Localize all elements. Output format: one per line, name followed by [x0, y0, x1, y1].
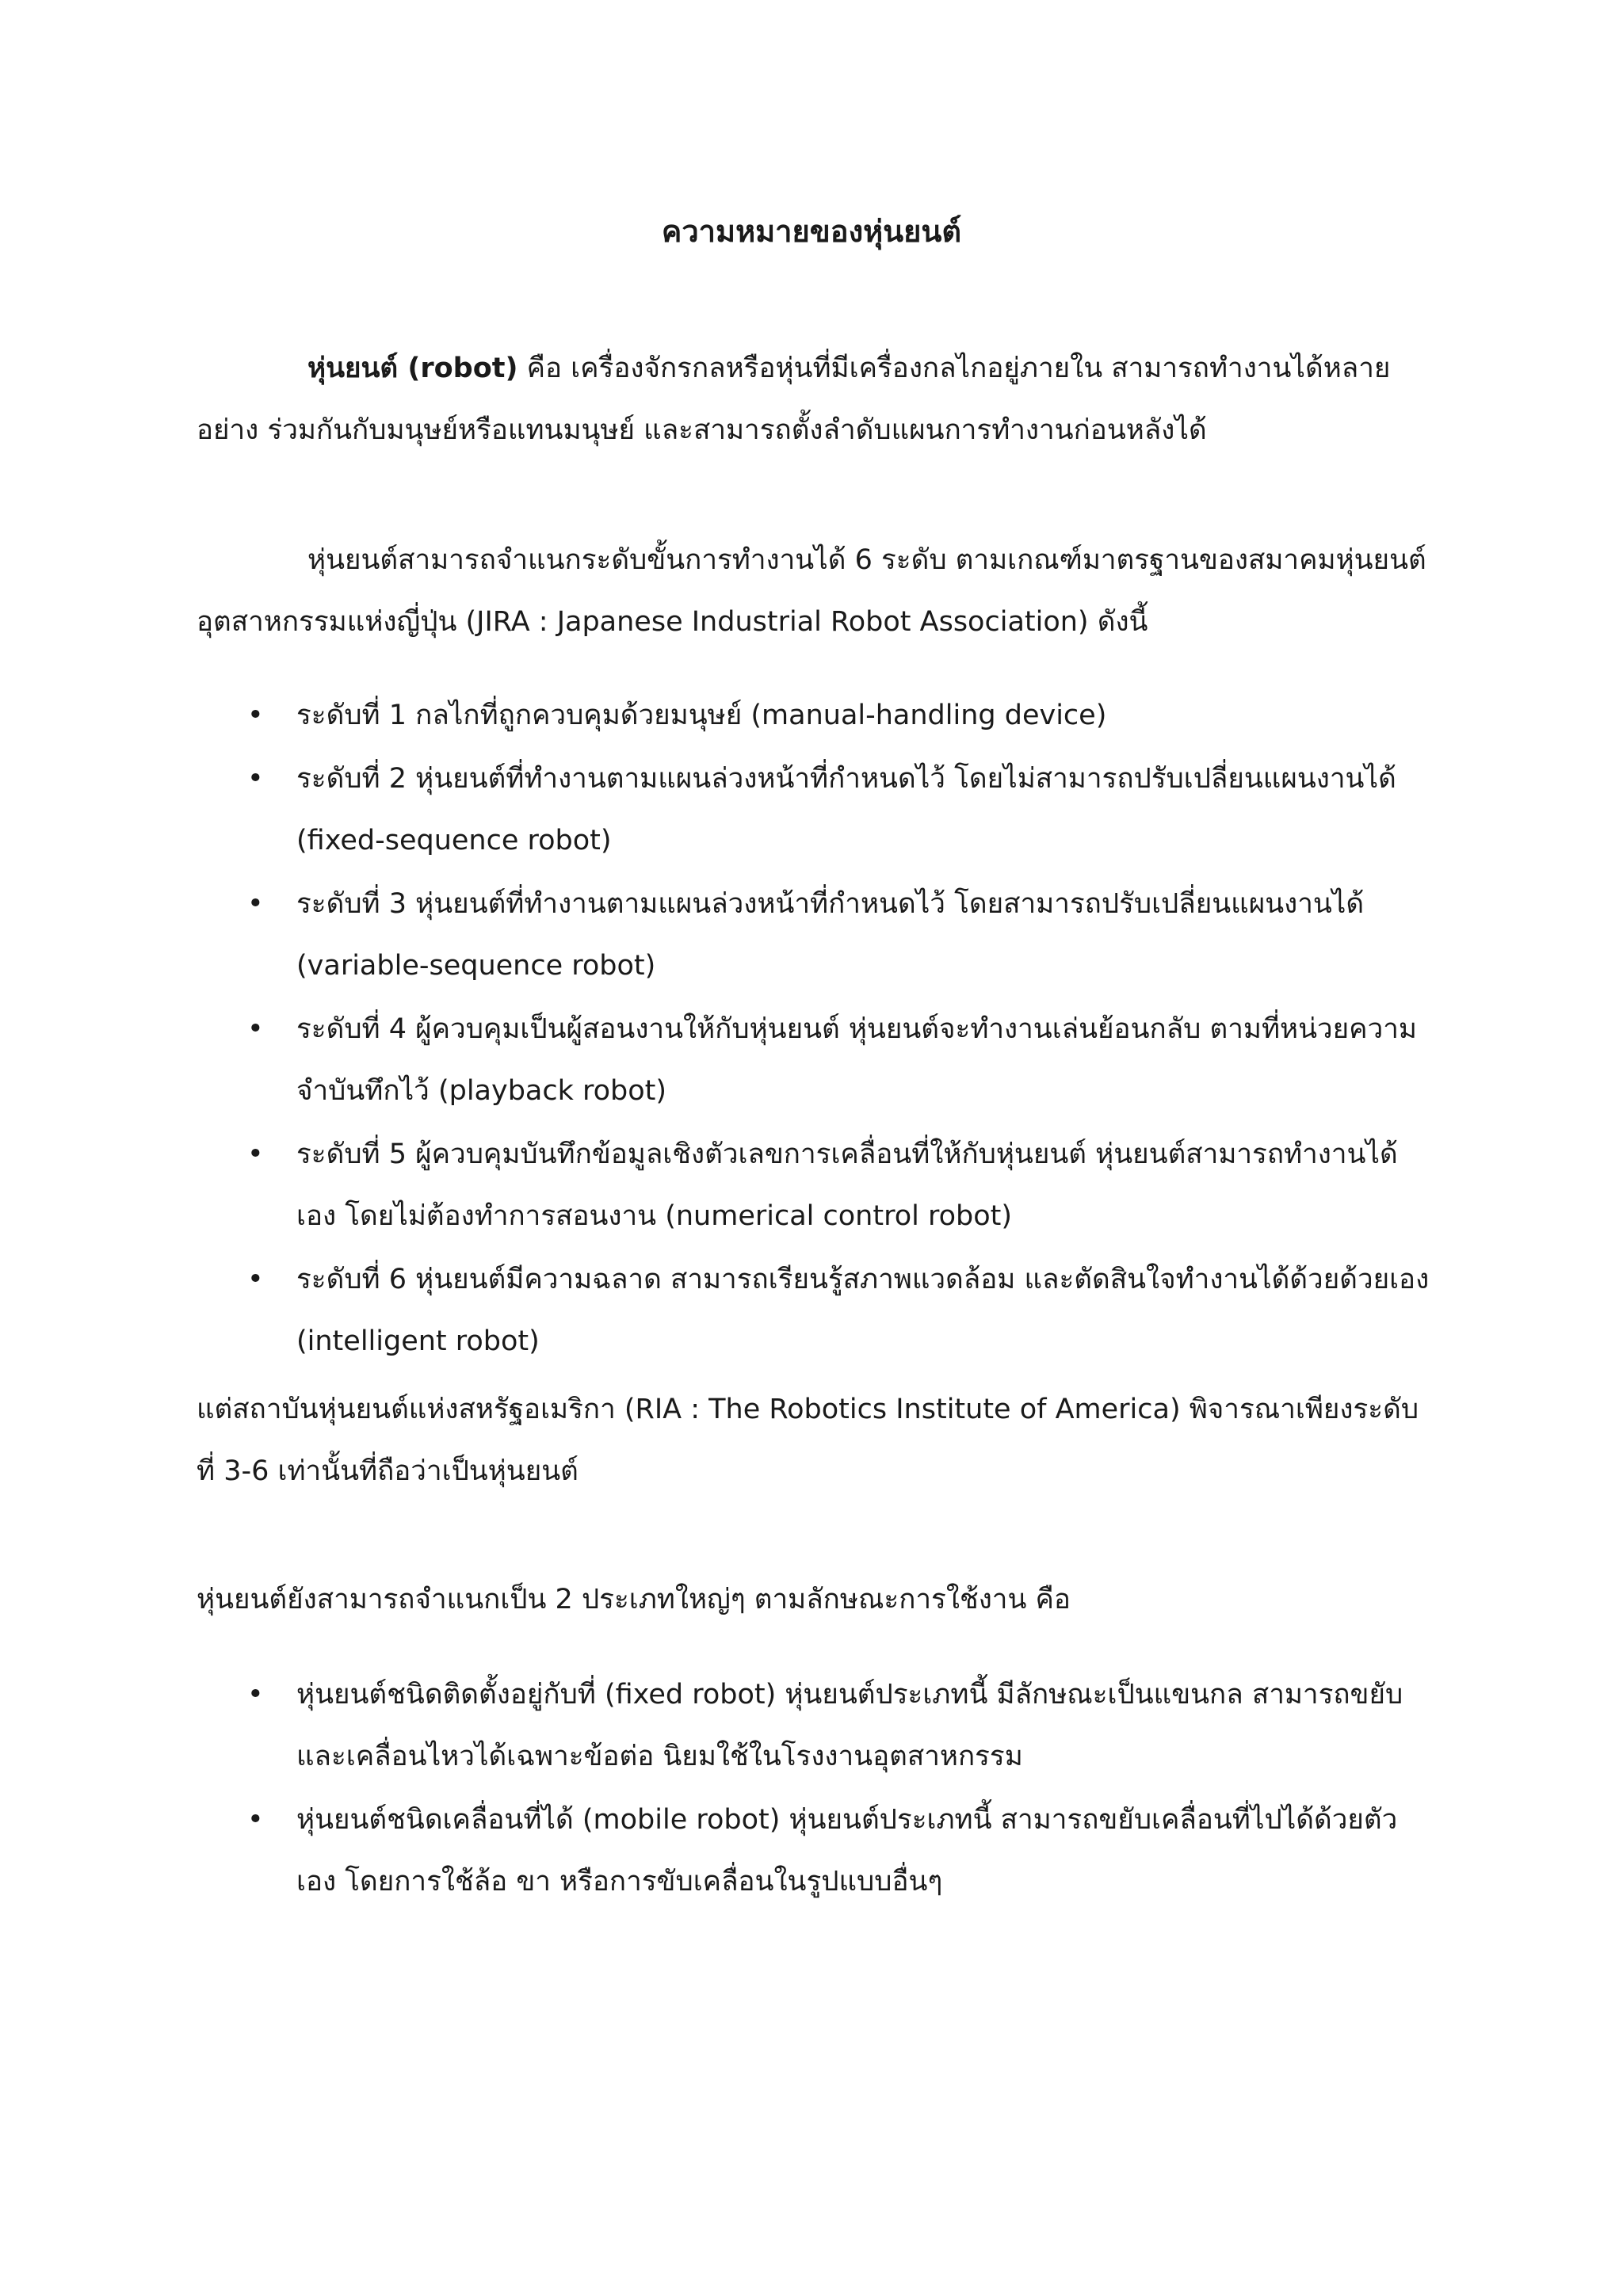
definition-text: คือ เครื่องจักรกลหรือหุ่นที่มีเครื่องกลไกอยู่ภายใน สามารถทำงานได้หลายอย่าง ร่วมกันกับมนุษย์หรือแทนมนุษย์ และสามารถตั้งลำดับแผนการทำงานก่อนหลังได้ [197, 353, 1391, 446]
levels-list [197, 685, 1433, 1374]
level-text: ระดับที่ 2 หุ่นยนต์ที่ทำงานตามแผนล่วงหน้าที่กำหนดไว้ โดยไม่สามารถปรับเปลี่ยนแผนงานได้ (fixed-sequence robot) [296, 763, 1396, 856]
levels-intro-paragraph: หุ่นยนต์สามารถจำแนกระดับขั้นการทำงานได้ 6 ระดับ ตามเกณฑ์มาตรฐานของสมาคมหุ่นยนต์อุตสาหกรรมแห่งญี่ปุ่น (JIRA : Japanese Industrial Robot Association) ดังนี้ [197, 544, 1426, 638]
bullet-icon: • [247, 1264, 264, 1295]
type-text: หุ่นยนต์ชนิดเคลื่อนที่ได้ (mobile robot) หุ่นยนต์ประเภทนี้ สามารถขยับเคลื่อนที่ไปได้ด้วยตัวเอง โดยการใช้ล้อ ขา หรือการขับเคลื่อนในรูปแบบอื่นๆ [296, 1804, 1398, 1897]
bullet-icon: • [247, 888, 264, 920]
list-item [197, 1664, 1433, 1787]
list-item [197, 1249, 1433, 1372]
list-item [197, 998, 1433, 1122]
bullet-icon: • [247, 700, 264, 731]
page-title: ความหมายของหุ่นยนต์ [661, 214, 962, 249]
list-item [197, 1789, 1433, 1913]
level-text: ระดับที่ 3 หุ่นยนต์ที่ทำงานตามแผนล่วงหน้าที่กำหนดไว้ โดยสามารถปรับเปลี่ยนแผนงานได้ (variable-sequence robot) [296, 888, 1365, 982]
list-item [197, 873, 1433, 997]
level-text: ระดับที่ 4 ผู้ควบคุมเป็นผู้สอนงานให้กับหุ่นยนต์ หุ่นยนต์จะทำงานเล่นย้อนกลับ ตามที่หน่วยความจำบันทึกไว้ (playback robot) [296, 1013, 1417, 1107]
bullet-icon: • [247, 1138, 264, 1170]
bullet-icon: • [247, 1679, 264, 1711]
types-intro-paragraph: หุ่นยนต์ยังสามารถจำแนกเป็น 2 ประเภทใหญ่ๆ ตามลักษณะการใช้งาน คือ [197, 1584, 1071, 1615]
level-text: ระดับที่ 1 กลไกที่ถูกควบคุมด้วยมนุษย์ (manual-handling device) [296, 700, 1107, 731]
list-item [197, 685, 1433, 746]
types-list [197, 1664, 1433, 1914]
bullet-icon: • [247, 1804, 264, 1836]
level-text: ระดับที่ 6 หุ่นยนต์มีความฉลาด สามารถเรียนรู้สภาพแวดล้อม และตัดสินใจทำงานได้ด้วยด้วยเอง (intelligent robot) [296, 1264, 1430, 1357]
bullet-icon: • [247, 763, 264, 795]
type-text: หุ่นยนต์ชนิดติดตั้งอยู่กับที่ (fixed robot) หุ่นยนต์ประเภทนี้ มีลักษณะเป็นแขนกล สามารถขยับและเคลื่อนไหวได้เฉพาะข้อต่อ นิยมใช้ในโรงงานอุตสาหกรรม [296, 1679, 1403, 1772]
list-item [197, 748, 1433, 871]
bullet-icon: • [247, 1013, 264, 1045]
level-text: ระดับที่ 5 ผู้ควบคุมบันทึกข้อมูลเชิงตัวเลขการเคลื่อนที่ให้กับหุ่นยนต์ หุ่นยนต์สามารถทำงานได้เอง โดยไม่ต้องทำการสอนงาน (numerical control robot) [296, 1138, 1398, 1232]
definition-paragraph [197, 338, 1433, 461]
list-item [197, 1123, 1433, 1247]
definition-term: หุ่นยนต์ (robot) [307, 353, 518, 384]
ria-note-paragraph: แต่สถาบันหุ่นยนต์แห่งสหรัฐอเมริกา (RIA : The Robotics Institute of America) พิจารณาเพียงระดับที่ 3-6 เท่านั้นที่ถือว่าเป็นหุ่นยนต์ [197, 1394, 1419, 1487]
